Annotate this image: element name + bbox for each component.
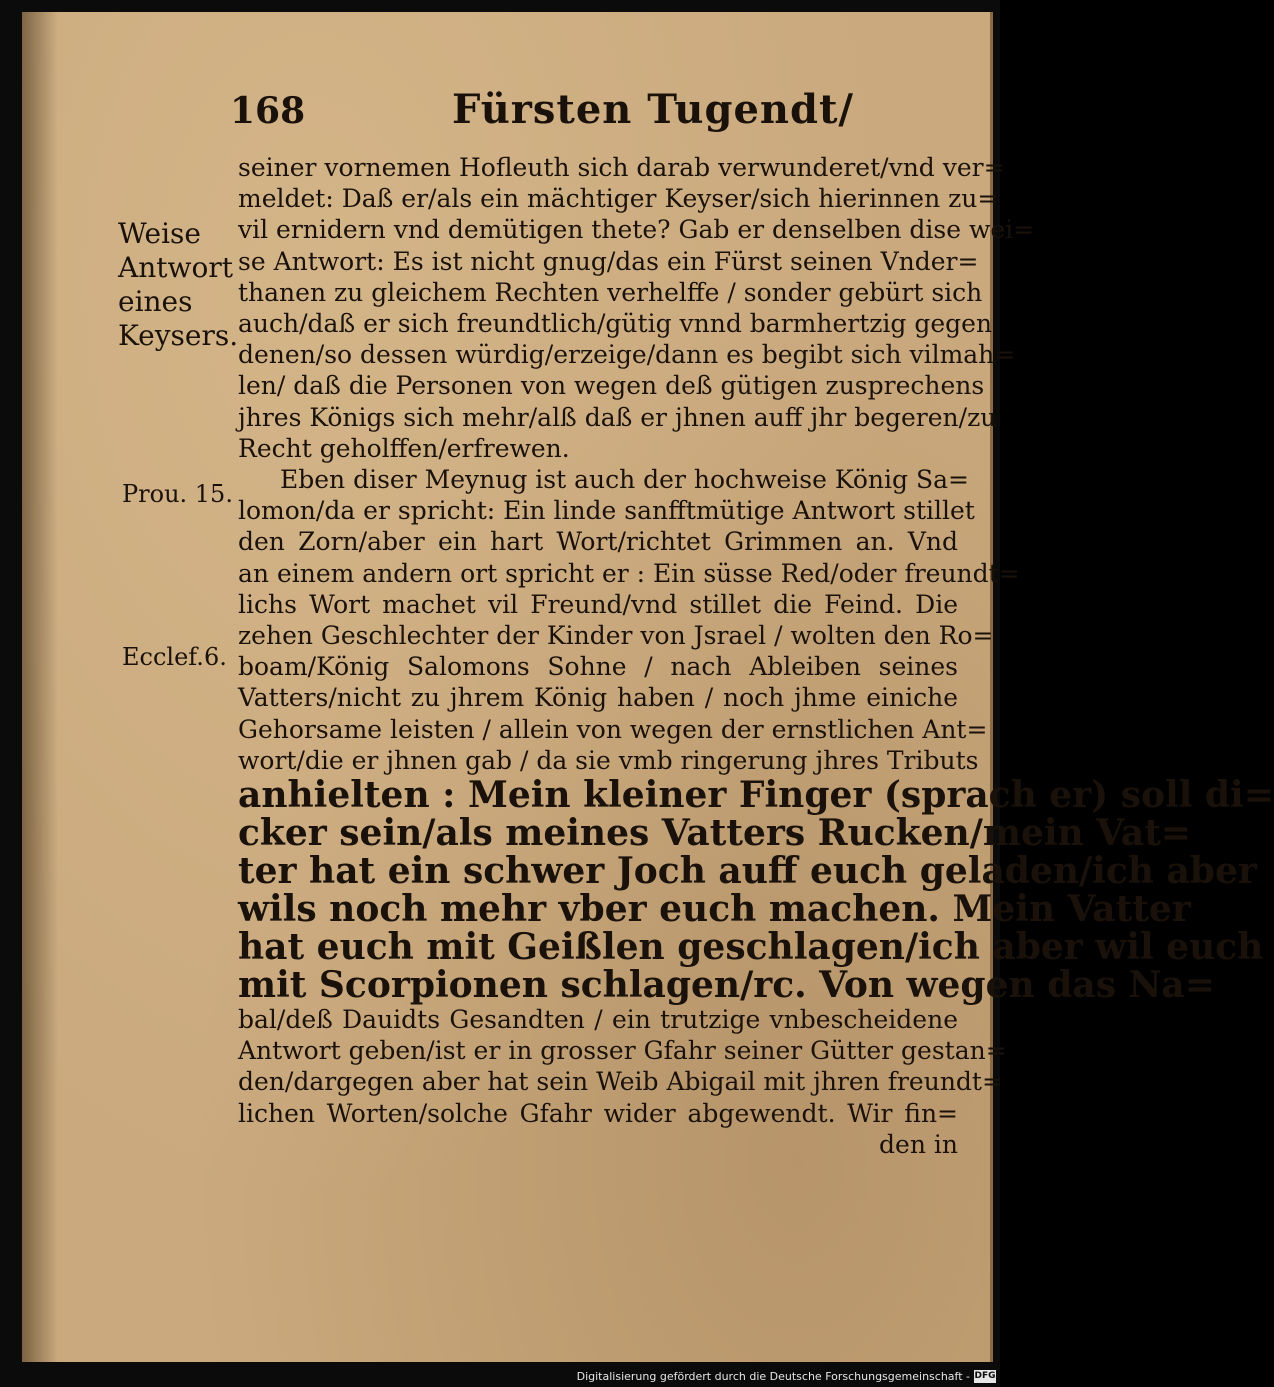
- margin-note-line: eines: [118, 285, 193, 318]
- text-line: Recht geholffen/erfrewen.: [238, 433, 570, 463]
- text-line: meldet: Daß er/als ein mächtiger Keyser/sich hierinnen zu=: [238, 184, 999, 214]
- body-text: [238, 152, 1274, 1160]
- text-line: Antwort geben/ist er in grosser Gfahr seiner Gütter gestan=: [238, 1036, 1007, 1066]
- text-line: jhres Königs sich mehr/alß daß er jhnen auff jhr begeren/zu: [238, 402, 997, 432]
- page-binding-shadow: [22, 12, 58, 1362]
- margin-note-weise-antwort: [118, 217, 238, 353]
- text-line: wort/die er jhnen gab / da sie vmb ringerung jhres Tributs: [238, 745, 979, 775]
- text-line: den Zorn/aber ein hart Wort/richtet Grimmen an. Vnd: [238, 527, 958, 557]
- text-line-emphasis: mit Scorpionen schlagen/rc. Von wegen das Na=: [238, 964, 1215, 1007]
- text-line: se Antwort: Es ist nicht gnug/das ein Fürst seinen Vnder=: [238, 246, 979, 276]
- text-line: len/ daß die Personen von wegen deß gütigen zusprechens: [238, 371, 985, 401]
- margin-note-prov: [122, 477, 233, 511]
- text-line: den/dargegen aber hat sein Weib Abigail mit jhren freundt=: [238, 1067, 1003, 1097]
- text-line-emphasis: ter hat ein schwer Joch auff euch geladen/ich aber: [238, 850, 1257, 893]
- text-line: auch/daß er sich freundtlich/gütig vnnd barmhertzig gegen: [238, 309, 993, 339]
- margin-note-line: Antwort: [118, 251, 233, 284]
- page-number: 168: [230, 90, 306, 132]
- text-line: zehen Geschlechter der Kinder von Jsrael / wolten den Ro=: [238, 621, 994, 651]
- running-title: Fürsten Tugendt/: [452, 86, 855, 133]
- margin-note-line: Weise: [118, 217, 201, 250]
- text-line: thanen zu gleichem Rechten verhelffe / sonder gebürt sich: [238, 277, 983, 307]
- page-header: [230, 86, 970, 150]
- book-page: [22, 12, 1274, 1362]
- text-line: lichen Worten/solche Gfahr wider abgewendt. Wir fin=: [238, 1098, 958, 1128]
- text-line: denen/so dessen würdig/erzeige/dann es begibt sich vilmah=: [238, 340, 1016, 370]
- catchword: den in: [879, 1129, 958, 1159]
- footer-credit: Digitalisierung gefördert durch die Deutsche Forschungsgemeinschaft -: [576, 1370, 970, 1383]
- text-line: vil ernidern vnd demütigen thete? Gab er denselben dise wei=: [238, 215, 1035, 245]
- text-line: Eben diser Meynug ist auch der hochweise König Sa=: [280, 465, 969, 495]
- margin-note-line: Ecclef.6.: [122, 643, 227, 671]
- text-line: bal/deß Dauidts Gesandten / ein trutzige vnbescheidene: [238, 1005, 958, 1035]
- margin-note-eccles: [122, 640, 227, 674]
- text-line: an einem andern ort spricht er : Ein süsse Red/oder freundt=: [238, 558, 1020, 588]
- text-line: Gehorsame leisten / allein von wegen der ernstlichen Ant=: [238, 714, 988, 744]
- footer-bar: [0, 1368, 1000, 1387]
- dfg-logo: DFG: [974, 1371, 996, 1381]
- text-line-emphasis: anhielten : Mein kleiner Finger (sprach er) soll di=: [238, 774, 1274, 817]
- text-line-emphasis: wils noch mehr vber euch machen. Mein Vatter: [238, 888, 1191, 931]
- text-line: lichs Wort machet vil Freund/vnd stillet die Feind. Die: [238, 589, 958, 619]
- text-line-emphasis: hat euch mit Geißlen geschlagen/ich aber wil euch: [238, 926, 1264, 969]
- text-line: Vatters/nicht zu jhrem König haben / noch jhme einiche: [238, 683, 958, 713]
- margin-note-line: Keysers.: [118, 319, 239, 352]
- text-line-emphasis: cker sein/als meines Vatters Rucken/mein Vat=: [238, 812, 1191, 855]
- text-line: lomon/da er spricht: Ein linde sanfftmütige Antwort stillet: [238, 496, 975, 526]
- margin-note-line: Prou. 15.: [122, 480, 233, 508]
- text-line: boam/König Salomons Sohne / nach Ableiben seines: [238, 652, 958, 682]
- text-line: seiner vornemen Hofleuth sich darab verwunderet/vnd ver=: [238, 153, 1005, 182]
